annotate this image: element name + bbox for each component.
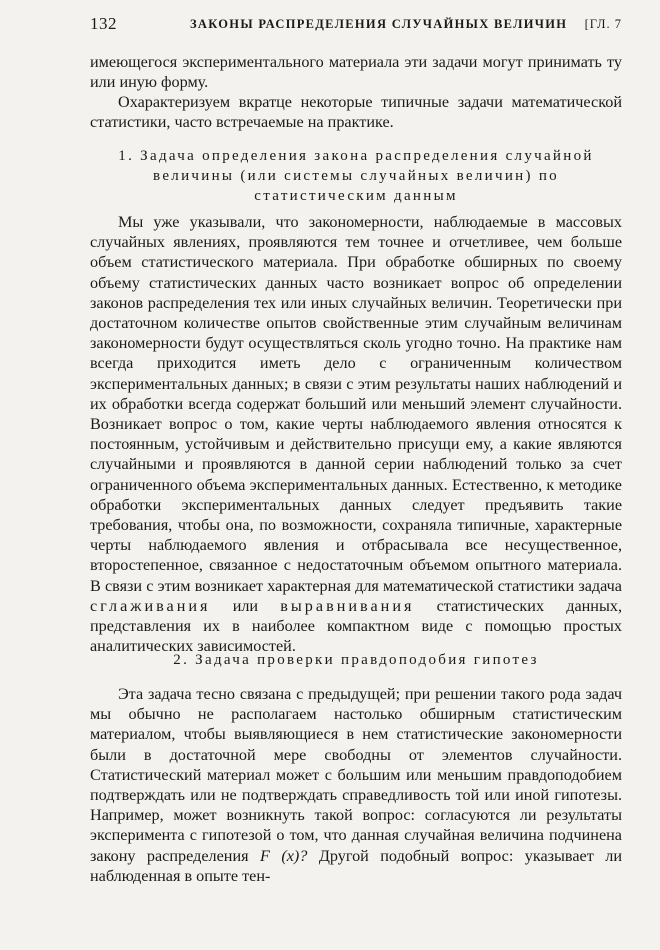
paragraph-intro: Охарактеризуем вкратце некоторые типичные задачи математической статистики, часто встречаемые на практике.	[90, 93, 622, 132]
paragraph-section-1	[90, 212, 622, 656]
term-alignment: выравнивания	[280, 596, 415, 615]
section-heading-2: 2. Задача проверки правдоподобия гипотез	[173, 652, 539, 668]
formula-F-of-x: F (x)?	[260, 846, 308, 865]
paragraph-section-2	[90, 684, 622, 886]
paragraph-section-2-text-a: Эта задача тесно связана с предыдущей; при решении такого рода задач мы обычно не располагаем настолько обширным статистическим материалом, чтобы выявляющиеся в нем статистические закономерности были в достаточной мере свободны от элементов случайности. Статистический материал может с большим или меньшим правдоподобием подтверждать или не подтверждать справедливость той или иной гипотезы. Например, может возникнуть такой вопрос: согласуются ли результаты эксперимента с гипотезой о том, что данная случайная величина подчинена закону распределения	[90, 685, 622, 865]
conjunction-or: или	[232, 596, 259, 615]
running-title: ЗАКОНЫ РАСПРЕДЕЛЕНИЯ СЛУЧАЙНЫХ ВЕЛИЧИН	[190, 17, 568, 31]
paragraph-section-2-text-b: Другой подобный вопрос: указывает ли наблюденная в опыте тен-	[90, 846, 622, 885]
section-heading-1: 1. Задача определения закона распределения случайной величины (или системы случайных величин) по статистическим данным	[118, 148, 594, 204]
paragraph-section-1-text-a: Мы уже указывали, что закономерности, наблюдаемые в массовых случайных явлениях, проявляются тем точнее и отчетливее, чем больше объем статистического материала. При обработке обширных по своему объему статистических данных часто возникает вопрос об определении законов распределения тех или иных случайных величин. Теоретически при достаточном количестве опытов свойственные этим случайным величинам закономерности будут осуществляться сколь угодно точно. На практике нам всегда приходится иметь дело с ограниченным количеством экспериментальных данных; в связи с этим результаты наших наблюдений и их обработки всегда содержат больший или меньший элемент случайности. Возникает вопрос о том, какие черты наблюдаемого явления относятся к постоянным, устойчивым и действительно присущи ему, а какие являются случайными и проявляются в данной серии наблюдений только за счет ограниченного объема экспериментальных данных. Естественно, к методике обработки экспериментальных данных следует предъявить такие требования, чтобы она, по возможности, сохраняла типичные, характерные черты наблюдаемого явления и отбрасывала все несущественное, второстепенное, связанное с недостаточным объемом опытного материала. В связи с этим возникает характерная для математической статистики задача	[90, 213, 622, 595]
running-head	[90, 14, 622, 38]
page-number: 132	[90, 14, 117, 33]
chapter-reference: [ГЛ. 7	[584, 17, 622, 31]
paragraph-section-1-text-b: статистических данных, представления их в наиболее компактном виде с помощью простых аналитических зависимостей.	[90, 596, 622, 656]
term-smoothing: сглаживания	[90, 596, 211, 615]
paragraph-continuation: имеющегося экспериментального материала эти задачи могут принимать ту или иную форму.	[90, 53, 622, 92]
